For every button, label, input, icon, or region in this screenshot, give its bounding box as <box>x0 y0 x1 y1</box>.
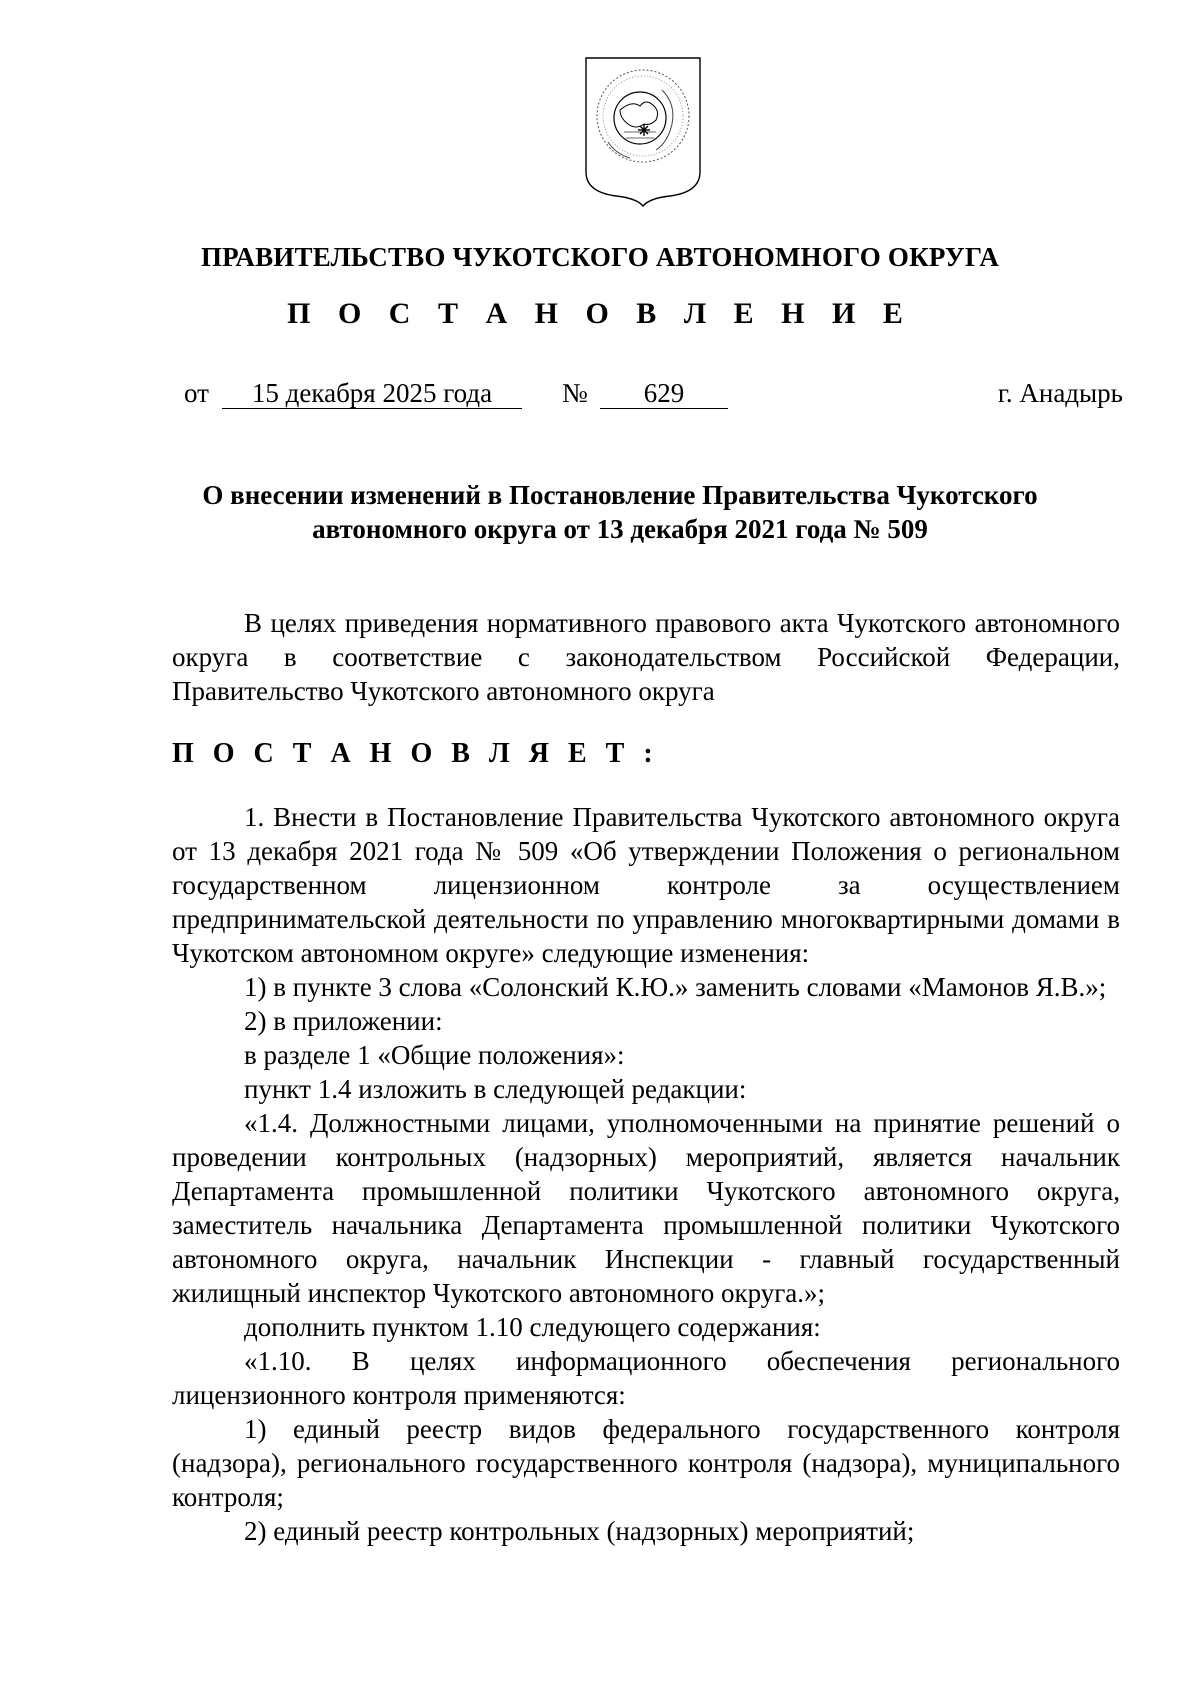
clause-1: 1. Внести в Постановление Правительства Чукотского автономного округа от 13 декабря 2021 года № 509 «Об утверждении Положения о региональном государственном лицензионном контроле за осуществлением предпринимательской деятельности по управлению многоквартирными домами в Чукотском автономном округе» следующие изменения: <box>172 802 1120 968</box>
preamble-block <box>172 606 1120 708</box>
document-number: 629 <box>600 378 728 409</box>
preamble: В целях приведения нормативного правового акта Чукотского автономного округа в соответствие с законодательством Российской Федерации, Правительство Чукотского автономного округа <box>172 608 1120 706</box>
title-line-1: О внесении изменений в Постановление Правительства Чукотского <box>202 480 1038 510</box>
registry-2: 2) единый реестр контрольных (надзорных) мероприятий; <box>244 1516 915 1546</box>
registry-1: 1) единый реестр видов федерального государственного контроля (надзора), регионального государственного контроля (надзора), муниципального контроля; <box>172 1414 1120 1512</box>
coat-of-arms-icon <box>580 54 706 208</box>
title-line-2: автономного округа от 13 декабря 2021 года № 509 <box>312 514 928 544</box>
clause-1-2: 2) в приложении: <box>244 1006 443 1036</box>
section-1-note: в разделе 1 «Общие положения»: <box>244 1040 625 1070</box>
clauses-block <box>172 800 1120 1548</box>
city: г. Анадырь <box>997 378 1123 408</box>
document-date: 15 декабря 2025 года <box>222 378 522 409</box>
clause-1-1: 1) в пункте 3 слова «Солонский К.Ю.» заменить словами «Мамонов Я.В.»; <box>244 972 1107 1002</box>
organization-name: ПРАВИТЕЛЬСТВО ЧУКОТСКОГО АВТОНОМНОГО ОКРУГА <box>200 242 1000 272</box>
item-1-4-text: «1.4. Должностными лицами, уполномоченными на принятие решений о проведении контрольных (надзорных) мероприятий, является начальник Департамента промышленной политики Чукотского автономного округа, заместитель начальника Департамента промышленной политики Чукотского автономного округа, начальник Инспекции - главный государственный жилищный инспектор Чукотского автономного округа.»; <box>172 1108 1120 1308</box>
item-1-4-note: пункт 1.4 изложить в следующей редакции: <box>244 1074 747 1104</box>
document-type: П О С Т А Н О В Л Е Н И Е <box>287 297 913 330</box>
number-label: № <box>562 378 588 408</box>
date-prefix: от <box>184 378 209 408</box>
item-1-10-note: дополнить пунктом 1.10 следующего содержания: <box>244 1312 821 1342</box>
document-title <box>200 478 1040 546</box>
item-1-10-text: «1.10. В целях информационного обеспечения регионального лицензионного контроля применяются: <box>172 1346 1120 1410</box>
decree-word: П О С Т А Н О В Л Я Е Т : <box>172 738 659 769</box>
